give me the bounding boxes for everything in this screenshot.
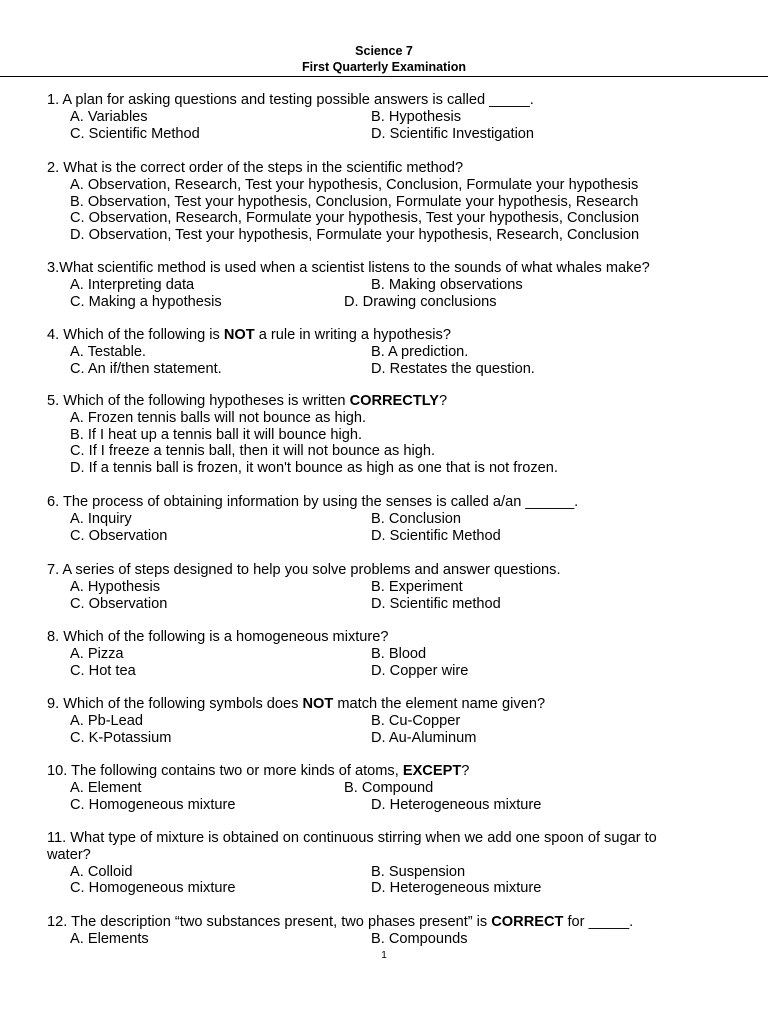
answer-option: C. Scientific Method [70, 125, 200, 142]
answer-option: A. Testable. [70, 343, 146, 360]
question-text-part: 11. What type of mixture is obtained on continuous stirring when we add one spoon of sugar to [47, 830, 657, 846]
answer-option: B. Compounds [371, 930, 468, 947]
question-text-part: 12. The description “two substances present, two phases present” is [47, 914, 492, 930]
answer-option: C. If I freeze a tennis ball, then it will not bounce as high. [70, 443, 436, 460]
answer-option: A. Interpreting data [70, 276, 195, 293]
question-emphasis: CORRECTLY [349, 393, 440, 409]
answer-option: D. Drawing conclusions [344, 293, 497, 310]
question-text [47, 696, 545, 713]
page-number: 1 [381, 950, 387, 961]
answer-option: A. Colloid [70, 863, 133, 880]
answer-option: A. Inquiry [70, 510, 132, 527]
question-text [47, 763, 469, 780]
question-text [47, 562, 561, 579]
answer-option: A. Pizza [70, 645, 124, 662]
question-text-part: 5. Which of the following hypotheses is written [47, 393, 350, 409]
exam-subject-title: Science 7 [355, 44, 413, 58]
answer-option: C. Homogeneous mixture [70, 880, 236, 897]
question-text [47, 629, 389, 646]
header-divider [0, 76, 768, 77]
answer-option: C. An if/then statement. [70, 360, 222, 377]
question-text-part: 8. Which of the following is a homogeneous mixture? [47, 629, 389, 645]
answer-option: C. Hot tea [70, 662, 136, 679]
answer-option: D. If a tennis ball is frozen, it won't bounce as high as one that is not frozen. [70, 460, 558, 477]
question-text [47, 847, 91, 864]
answer-option: B. Experiment [371, 578, 463, 595]
question-text [47, 260, 650, 277]
question-text-part: ? [461, 763, 470, 779]
question-text-part: match the element name given? [333, 696, 546, 712]
answer-option: C. Observation [70, 527, 168, 544]
answer-option: C. Homogeneous mixture [70, 796, 236, 813]
question-text-part: 10. The following contains two or more kinds of atoms, [47, 763, 403, 779]
question-text-part: 3.What scientific method is used when a scientist listens to the sounds of what whales make? [47, 260, 650, 276]
question-text-part: 9. Which of the following symbols does [47, 696, 303, 712]
question-text [47, 160, 463, 177]
question-emphasis: NOT [223, 327, 255, 343]
question-text-part: 1. A plan for asking questions and testing possible answers is called _____. [47, 92, 534, 108]
answer-option: A. Element [70, 779, 142, 796]
answer-option: A. Observation, Research, Test your hypothesis, Conclusion, Formulate your hypothesis [70, 176, 639, 193]
answer-option: B. Observation, Test your hypothesis, Conclusion, Formulate your hypothesis, Research [70, 193, 639, 210]
answer-option: D. Heterogeneous mixture [371, 880, 542, 897]
answer-option: B. A prediction. [371, 343, 469, 360]
question-emphasis: NOT [302, 696, 334, 712]
answer-option: D. Heterogeneous mixture [371, 796, 542, 813]
answer-option: C. Making a hypothesis [70, 293, 222, 310]
answer-option: C. Observation, Research, Formulate your hypothesis, Test your hypothesis, Conclusion [70, 210, 640, 227]
question-text-part: 6. The process of obtaining information by using the senses is called a/an ______. [47, 494, 579, 510]
question-emphasis: CORRECT [491, 914, 564, 930]
question-text-part: a rule in writing a hypothesis? [254, 327, 451, 343]
question-text-part: for _____. [563, 914, 634, 930]
question-text [47, 393, 447, 410]
answer-option: A. Elements [70, 930, 149, 947]
answer-option: B. Suspension [371, 863, 466, 880]
answer-option: B. Making observations [371, 276, 523, 293]
question-text-part: 4. Which of the following is [47, 327, 224, 343]
question-emphasis: EXCEPT [402, 763, 462, 779]
answer-option: D. Scientific Investigation [371, 125, 535, 142]
answer-option: D. Copper wire [371, 662, 469, 679]
answer-option: B. If I heat up a tennis ball it will bounce high. [70, 426, 363, 443]
question-text [47, 327, 451, 344]
question-text-part: 2. What is the correct order of the steps in the scientific method? [47, 160, 464, 176]
answer-option: A. Frozen tennis balls will not bounce as high. [70, 409, 367, 426]
answer-option: B. Blood [371, 645, 427, 662]
answer-option: A. Pb-Lead [70, 712, 144, 729]
question-text [47, 830, 657, 847]
question-text-part: water? [47, 846, 91, 863]
answer-option: D. Observation, Test your hypothesis, Formulate your hypothesis, Research, Conclusion [70, 227, 640, 244]
answer-option: B. Compound [344, 779, 434, 796]
answer-option: C. Observation [70, 595, 168, 612]
answer-option: B. Cu-Copper [371, 712, 461, 729]
question-text [47, 92, 534, 109]
question-text-part: ? [439, 393, 448, 409]
answer-option: D. Au-Aluminum [371, 729, 477, 746]
answer-option: B. Conclusion [371, 510, 462, 527]
answer-option: D. Restates the question. [371, 360, 535, 377]
answer-option: D. Scientific Method [371, 527, 501, 544]
question-text-part: 7. A series of steps designed to help you solve problems and answer questions. [47, 562, 561, 578]
answer-option: C. K-Potassium [70, 729, 172, 746]
answer-option: A. Hypothesis [70, 578, 161, 595]
question-text [47, 494, 578, 511]
answer-option: B. Hypothesis [371, 108, 462, 125]
answer-option: A. Variables [70, 108, 148, 125]
question-text [47, 914, 633, 931]
answer-option: D. Scientific method [371, 595, 501, 612]
exam-title: First Quarterly Examination [302, 60, 466, 74]
